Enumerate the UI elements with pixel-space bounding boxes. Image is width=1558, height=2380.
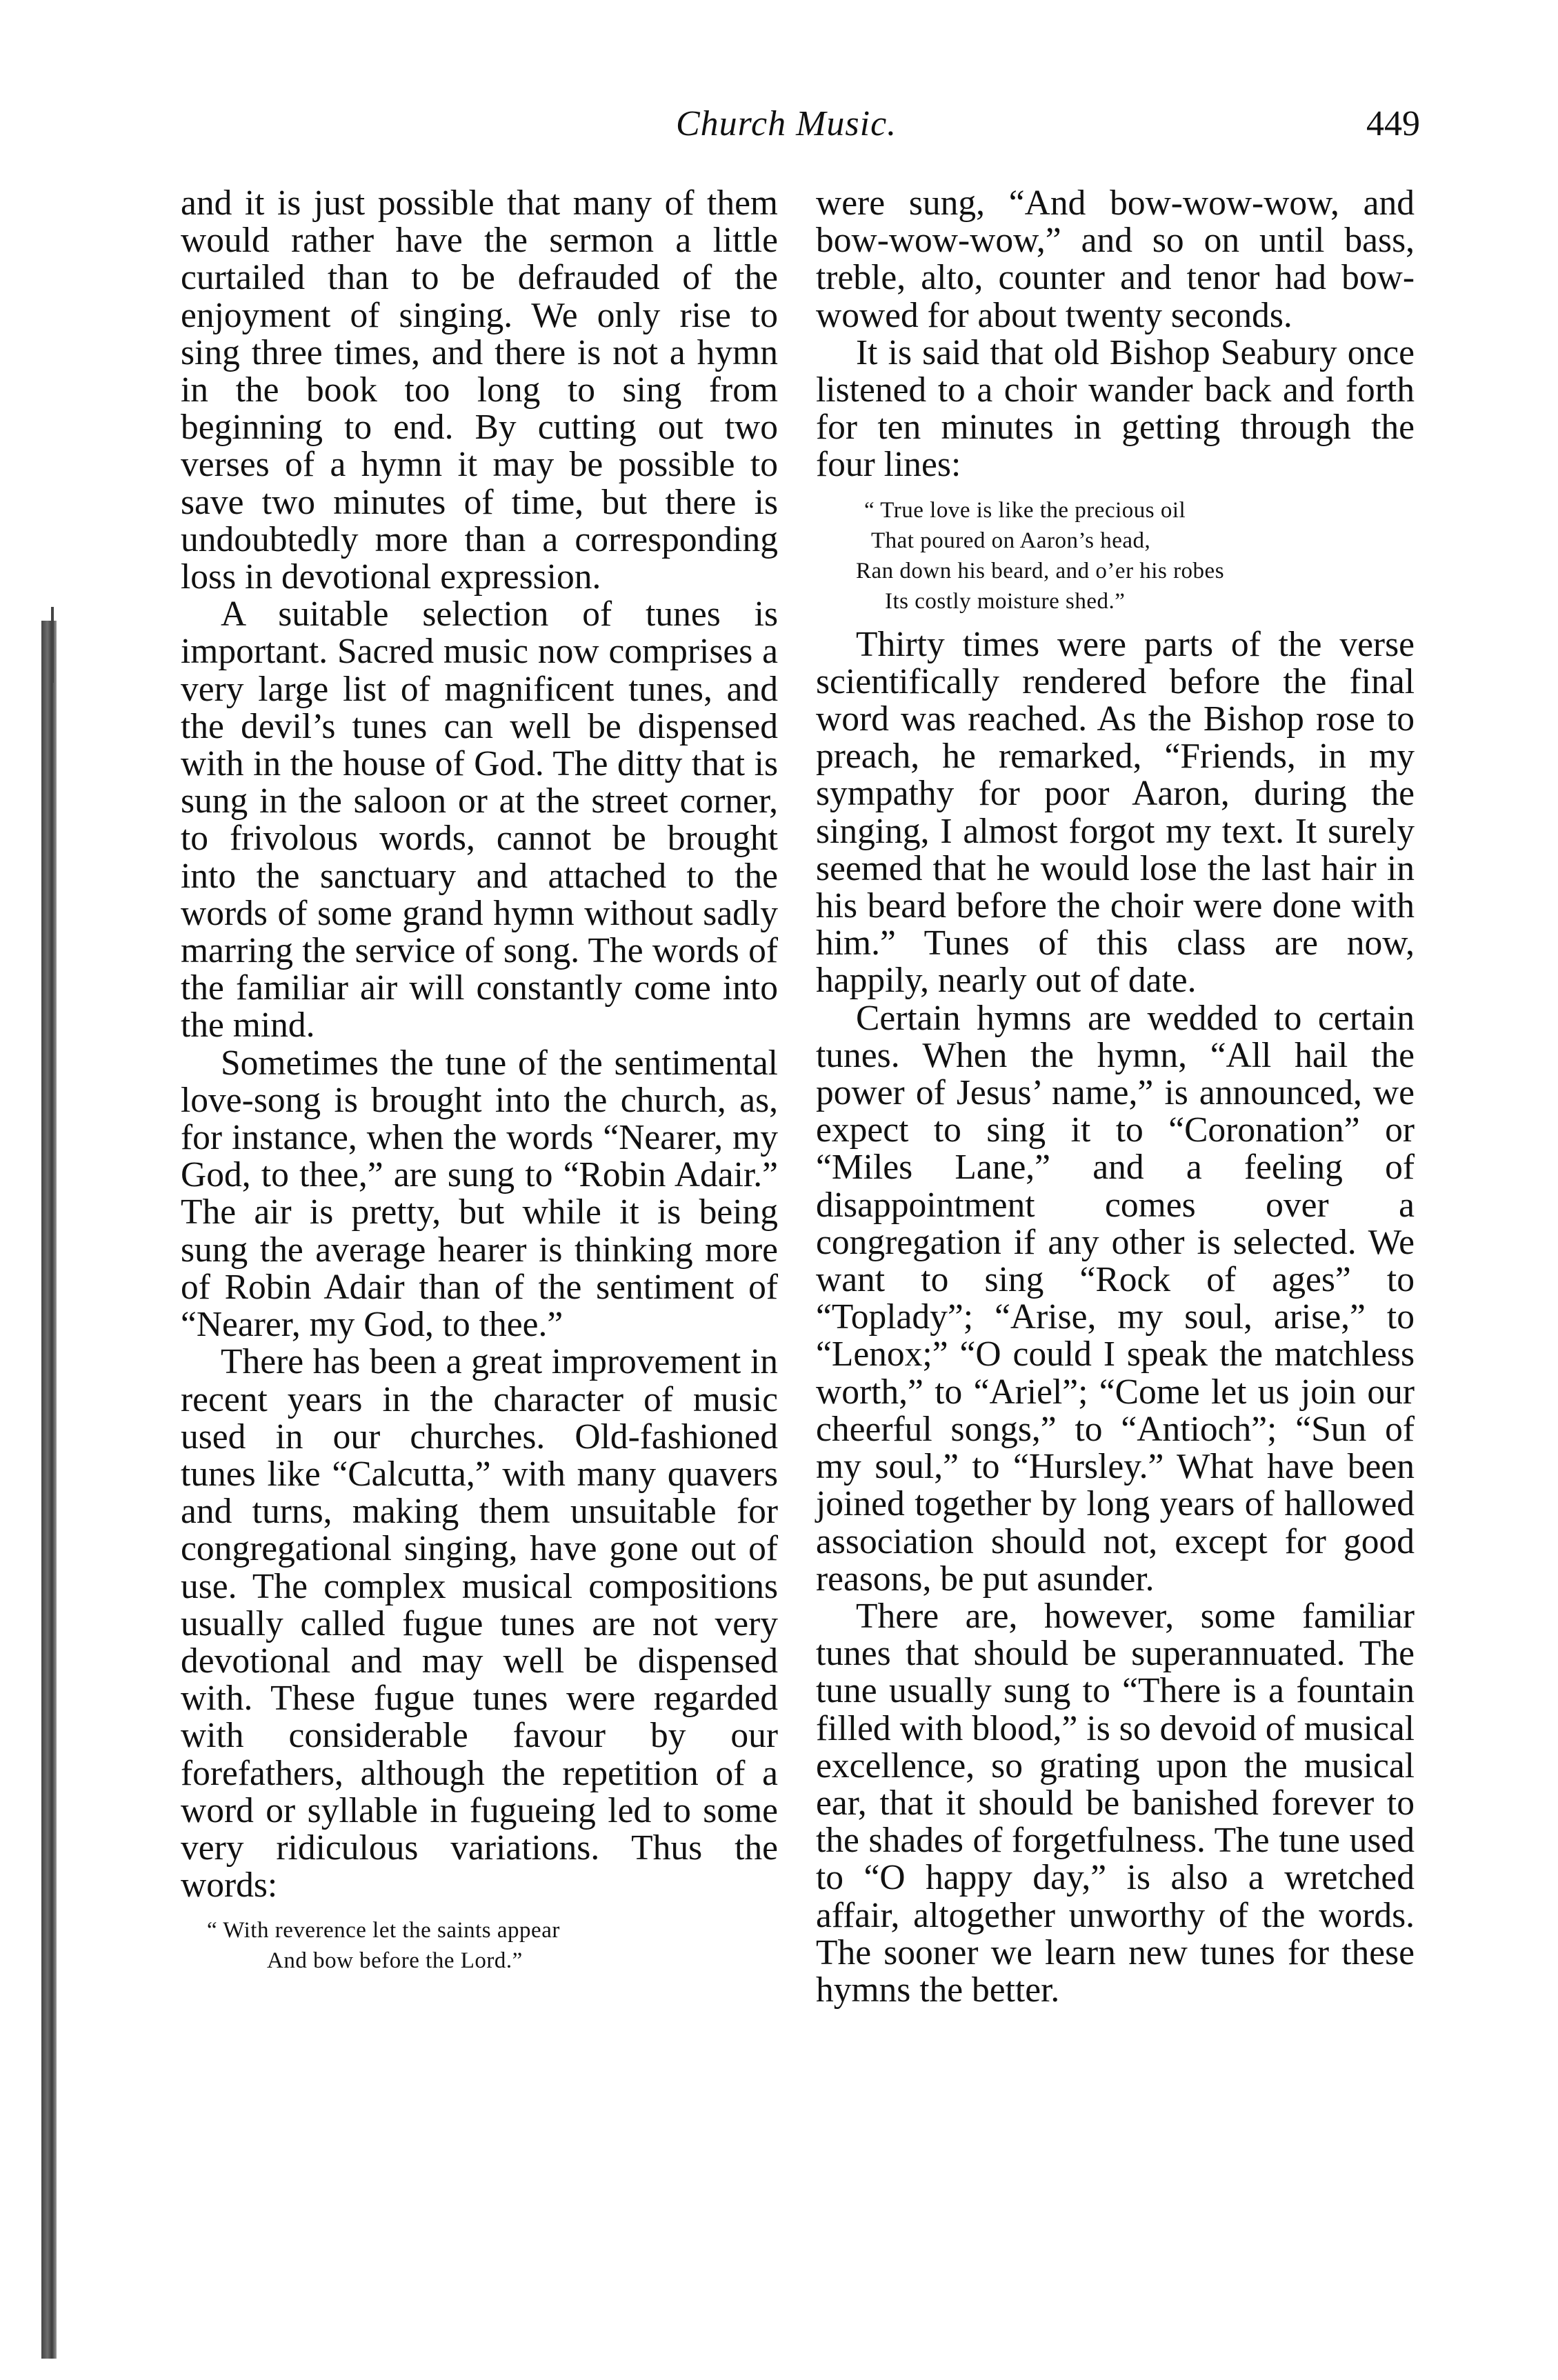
paragraph: A suitable selection of tunes is important. Sacred music now comprises a very large list of magnificent tunes, and the devil’s tunes can well be dispensed with in the house of God. The ditty that is sung in the saloon or at the street corner, to frivolous words, cannot be brought into the sanctuary and attached to the words of some grand hymn without sadly marring the service of song. The words of the familiar air will constantly come into the mind. xyxy=(181,594,778,1046)
binding-edge-mark xyxy=(51,607,54,683)
paragraph: were sung, “And bow-wow-wow, and bow-wow-wow,” and so on until bass, treble, alto, counter and tenor had bow-wowed for about twenty seconds. xyxy=(816,183,1415,335)
verse-line: “ True love is like the precious oil xyxy=(864,497,1186,523)
verse-quote xyxy=(816,495,1415,617)
right-column xyxy=(816,185,1415,2009)
paragraph: Thirty times were parts of the verse scientifically rendered before the final word was reached. As the Bishop rose to preach, he remarked, “Friends, in my sympathy for poor Aaron, during the singing, I almost forgot my text. It surely seemed that he would lose the last hair in his beard before the choir were done with him.” Tunes of this class are now, happily, nearly out of date. xyxy=(816,624,1415,1001)
binding-edge xyxy=(41,621,57,2359)
paragraph: Sometimes the tune of the sentimental love-song is brought into the church, as, for instance, when the words “Nearer, my God, to thee,” are sung to “Robin Adair.” The air is pretty, but while it is being sung the average hearer is thinking more of Robin Adair than of the sentiment of “Nearer, my God, to thee.” xyxy=(181,1043,778,1345)
paragraph: There has been a great improvement in recent years in the character of music used in our churches. Old-fashioned tunes like “Calcutta,” with many quavers and turns, making them unsuitable for congregational singing, have gone out of use. The complex musical compositions usually called fugue tunes are not very devotional and may well be dispensed with. These fugue tunes were regarded with considerable favour by our forefathers, although the repetition of a word or syllable in fugueing led to some very ridiculous variations. Thus the words: xyxy=(181,1342,778,1906)
page-number: 449 xyxy=(1366,104,1420,143)
verse-line: “ With reverence let the saints appear xyxy=(207,1918,560,1943)
verse-line: And bow before the Lord.” xyxy=(267,1948,523,1974)
verse-line: That poured on Aaron’s head, xyxy=(871,528,1151,553)
paragraph: and it is just possible that many of them would rather have the sermon a little curtailed than to be defrauded of the enjoyment of singing. We only rise to sing three times, and there is not a hymn in the book too long to sing from beginning to end. By cutting out two verses of a hymn it may be possible to save two minutes of time, but there is undoubtedly more than a corresponding loss in devotional expression. xyxy=(181,183,778,597)
paragraph: Certain hymns are wedded to certain tunes. When the hymn, “All hail the power of Jesus’ name,” is announced, we expect to sing it to “Coronation” or “Miles Lane,” and a feeling of disappointment comes over a congregation if any other is selected. We want to sing “Rock of ages” to “Toplady”; “Arise, my soul, arise,” to “Lenox;” “O could I speak the matchless worth,” to “Ariel”; “Come let us join our cheerful songs,” to “Antioch”; “Sun of my soul,” to “Hursley.” What have been joined together by long years of hallowed association should not, except for good reasons, be put asunder. xyxy=(816,998,1415,1599)
verse-line: Its costly moisture shed.” xyxy=(885,588,1126,614)
verse-line: Ran down his beard, and o’er his robes xyxy=(856,558,1225,583)
paragraph: There are, however, some familiar tunes that should be superannuated. The tune usually sung to “There is a fountain filled with blood,” is so devoid of musical excellence, so grating upon the musical ear, that it should be banished forever to the shades of forgetfulness. The tune used to “O happy day,” is also a wretched affair, altogether unworthy of the words. The sooner we learn new tunes for these hymns the better. xyxy=(816,1596,1415,2010)
left-column xyxy=(181,185,778,1986)
running-title: Church Music. xyxy=(676,104,897,143)
verse-quote xyxy=(181,1915,778,1976)
paragraph: It is said that old Bishop Seabury once listened to a choir wander back and forth for ten minutes in getting through the four lines: xyxy=(816,332,1415,485)
